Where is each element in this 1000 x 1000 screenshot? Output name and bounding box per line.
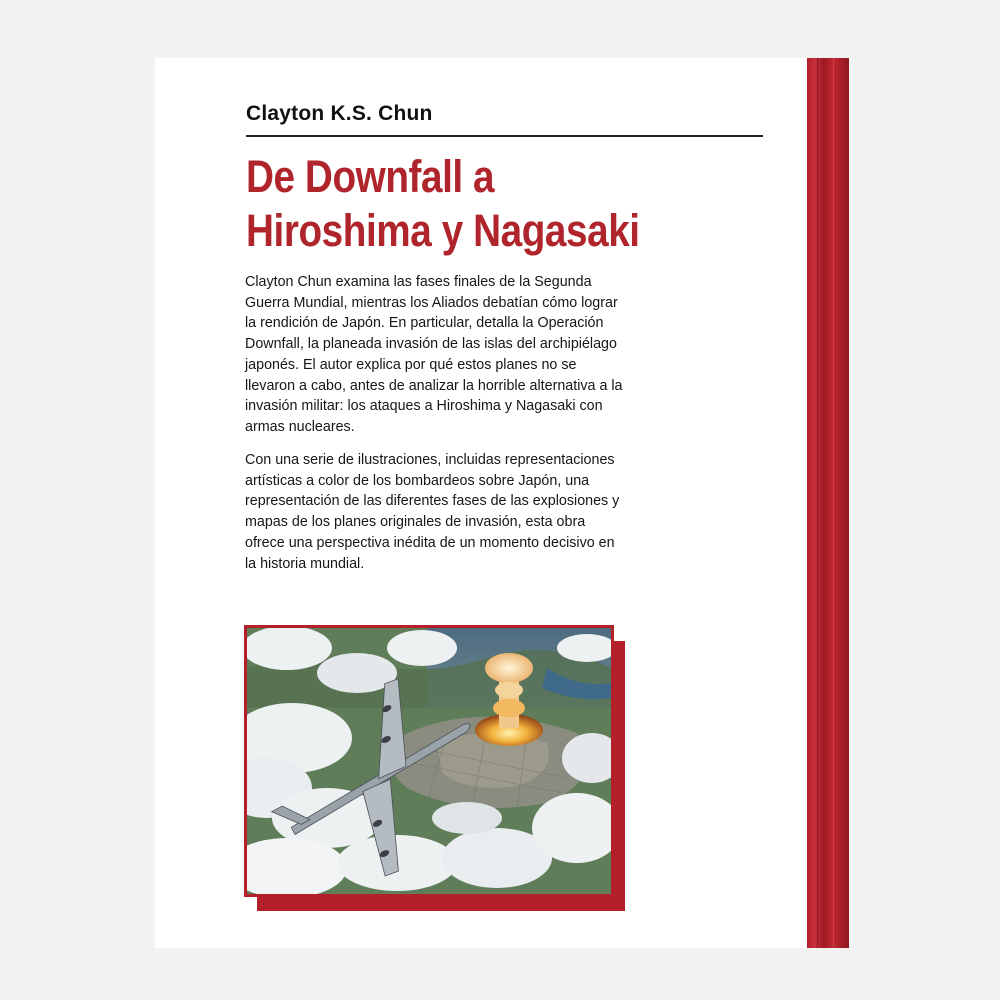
spine-groove <box>817 58 818 948</box>
author-name: Clayton K.S. Chun <box>246 102 433 125</box>
description-paragraph-1: Clayton Chun examina las fases finales de la Segunda Guerra Mundial, mientras los Aliados debatían cómo lograr la rendición de Japón. En particular, detalla la Operación Downfall, la planeada invasión de las islas del archipiélago japonés. El autor explica por qué estos planes no se llevaron a cabo, antes de analizar la horrible alternativa a la invasión militar: los ataques a Hiroshima y Nagasaki con armas nucleares. <box>245 274 623 435</box>
description-paragraph-2: Con una serie de ilustraciones, incluidas representaciones artísticas a color de los bombardeos sobre Japón, una representación de las diferentes fases de las explosiones y mapas de los planes originales de invasión, esta obra ofrece una perspectiva inédita de un momento decisivo en la historia mundial. <box>245 452 620 572</box>
title-line-2: Hiroshima y Nagasaki <box>246 205 640 256</box>
book-spine <box>807 58 849 948</box>
book-title <box>246 150 640 258</box>
spine-highlight <box>833 58 834 948</box>
bomber-over-mushroom-cloud-illustration <box>247 628 611 894</box>
title-line-1: De Downfall a <box>246 151 495 202</box>
author-divider <box>246 135 763 137</box>
cover-illustration <box>244 625 614 897</box>
